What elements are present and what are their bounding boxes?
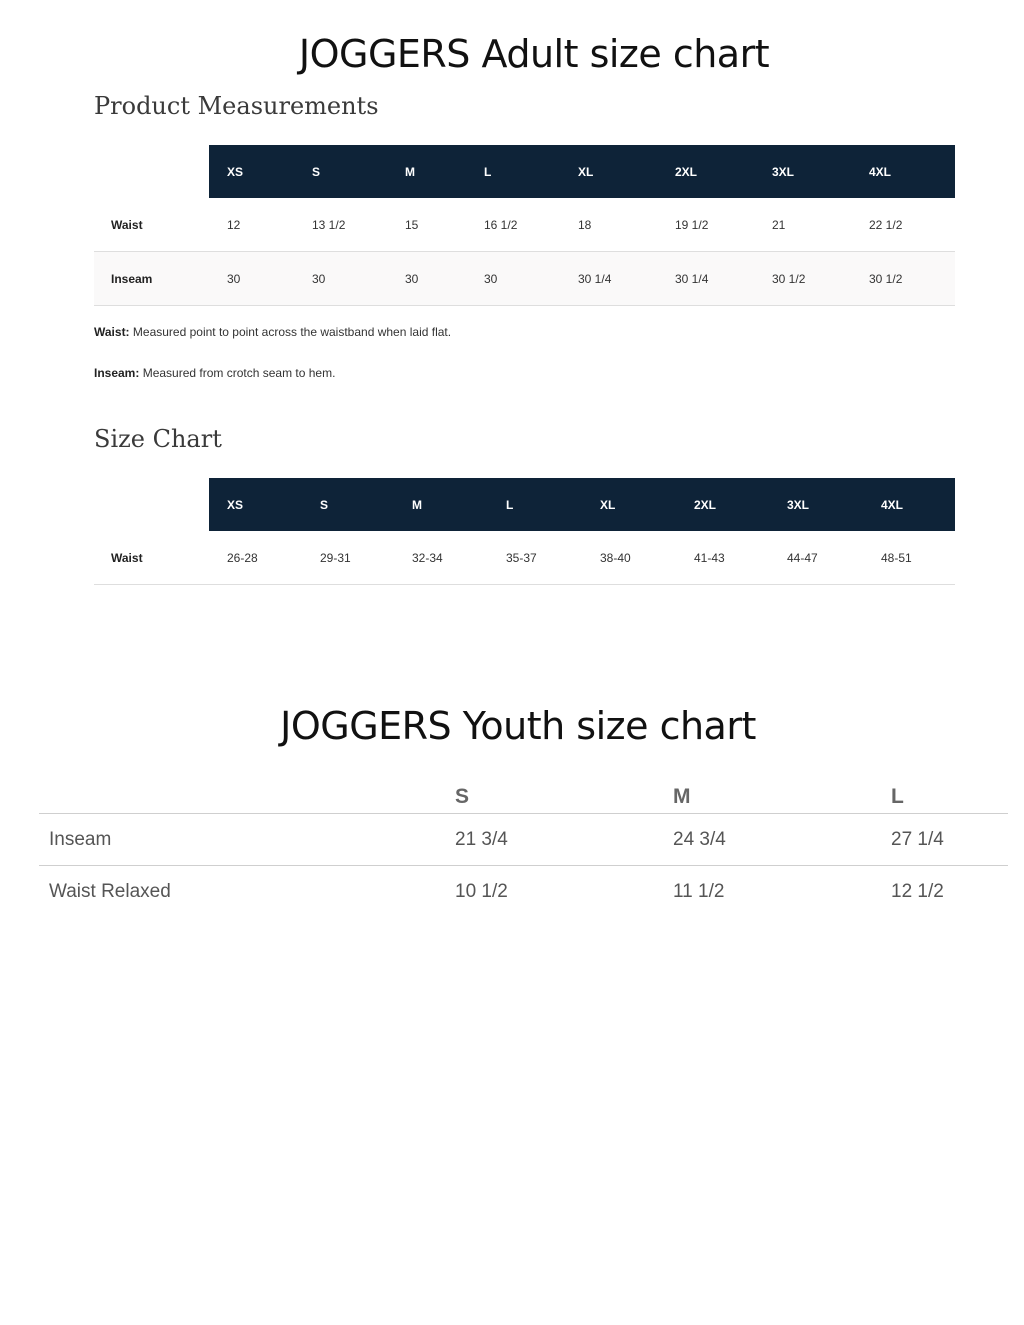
table-cell: 30 1/4: [657, 252, 754, 306]
table-cell: 29-31: [302, 531, 394, 585]
row-label: Waist: [94, 198, 209, 252]
size-header: S: [293, 145, 387, 198]
size-header: 2XL: [657, 145, 754, 198]
size-header: XL: [560, 145, 657, 198]
table-cell: 15: [387, 198, 466, 252]
size-header: 3XL: [769, 478, 863, 531]
table-cell: 27 1/4: [881, 814, 1008, 866]
size-header: 4XL: [851, 145, 955, 198]
youth-size-chart-title: JOGGERS Youth size chart: [280, 704, 756, 748]
table-cell: 21 3/4: [445, 814, 663, 866]
size-header: 4XL: [863, 478, 955, 531]
row-label: Waist: [94, 531, 209, 585]
table-cell: 41-43: [676, 531, 769, 585]
table-cell: 38-40: [582, 531, 676, 585]
table-cell: 24 3/4: [663, 814, 881, 866]
inseam-measurement-note: [94, 366, 335, 380]
product-measurements-table: [94, 145, 955, 306]
table-row: [39, 814, 1008, 866]
size-header: L: [881, 780, 1008, 814]
waist-measurement-note: [94, 325, 451, 339]
size-header: XS: [209, 145, 293, 198]
size-header: L: [466, 145, 560, 198]
table-row: [94, 531, 955, 585]
table-cell: 12: [209, 198, 293, 252]
table-cell: 18: [560, 198, 657, 252]
note-term: Inseam:: [94, 366, 140, 380]
size-chart-table: [94, 478, 955, 585]
size-header: M: [663, 780, 881, 814]
table-row: [39, 866, 1008, 918]
table-cell: 11 1/2: [673, 880, 725, 902]
table-cell: 30 1/2: [754, 252, 851, 306]
youth-size-table: [39, 780, 1008, 917]
row-label: Inseam: [39, 814, 445, 866]
row-label: Inseam: [94, 252, 209, 306]
header-corner-cell: [39, 780, 445, 814]
row-label: Waist Relaxed: [49, 880, 171, 902]
size-header: 3XL: [754, 145, 851, 198]
table-cell: 10 1/2: [455, 880, 508, 902]
size-header: M: [394, 478, 488, 531]
table-cell: 30: [293, 252, 387, 306]
header-corner-cell: [94, 478, 209, 531]
table-cell: 32-34: [394, 531, 488, 585]
size-header: S: [302, 478, 394, 531]
table-cell: 30 1/2: [851, 252, 955, 306]
table-cell: 30: [209, 252, 293, 306]
table-cell: 19 1/2: [657, 198, 754, 252]
table-cell: 21: [754, 198, 851, 252]
table-row: [94, 198, 955, 252]
table-cell: 22 1/2: [851, 198, 955, 252]
header-corner-cell: [94, 145, 209, 198]
table-row: [94, 252, 955, 306]
table-header-row: [94, 145, 955, 198]
note-text: Measured from crotch seam to hem.: [139, 366, 336, 380]
size-chart-heading: Size Chart: [94, 425, 222, 453]
table-cell: 16 1/2: [466, 198, 560, 252]
table-cell: 13 1/2: [293, 198, 387, 252]
note-text: Measured point to point across the waistband when laid flat.: [129, 325, 452, 339]
table-cell: 30 1/4: [560, 252, 657, 306]
size-header: 2XL: [676, 478, 769, 531]
table-header-row: [94, 478, 955, 531]
table-cell: 30: [466, 252, 560, 306]
table-cell: 48-51: [863, 531, 955, 585]
size-header: XL: [582, 478, 676, 531]
adult-size-chart-title: JOGGERS Adult size chart: [298, 32, 770, 76]
table-cell: 30: [387, 252, 466, 306]
table-cell: 44-47: [769, 531, 863, 585]
product-measurements-heading: Product Measurements: [94, 92, 379, 120]
table-cell: 35-37: [488, 531, 582, 585]
table-header-row: [39, 780, 1008, 814]
size-header: XS: [209, 478, 302, 531]
table-cell: 26-28: [209, 531, 302, 585]
table-cell: 12 1/2: [891, 880, 944, 902]
size-header: L: [488, 478, 582, 531]
note-term: Waist:: [94, 325, 130, 339]
size-header: S: [445, 780, 663, 814]
size-header: M: [387, 145, 466, 198]
